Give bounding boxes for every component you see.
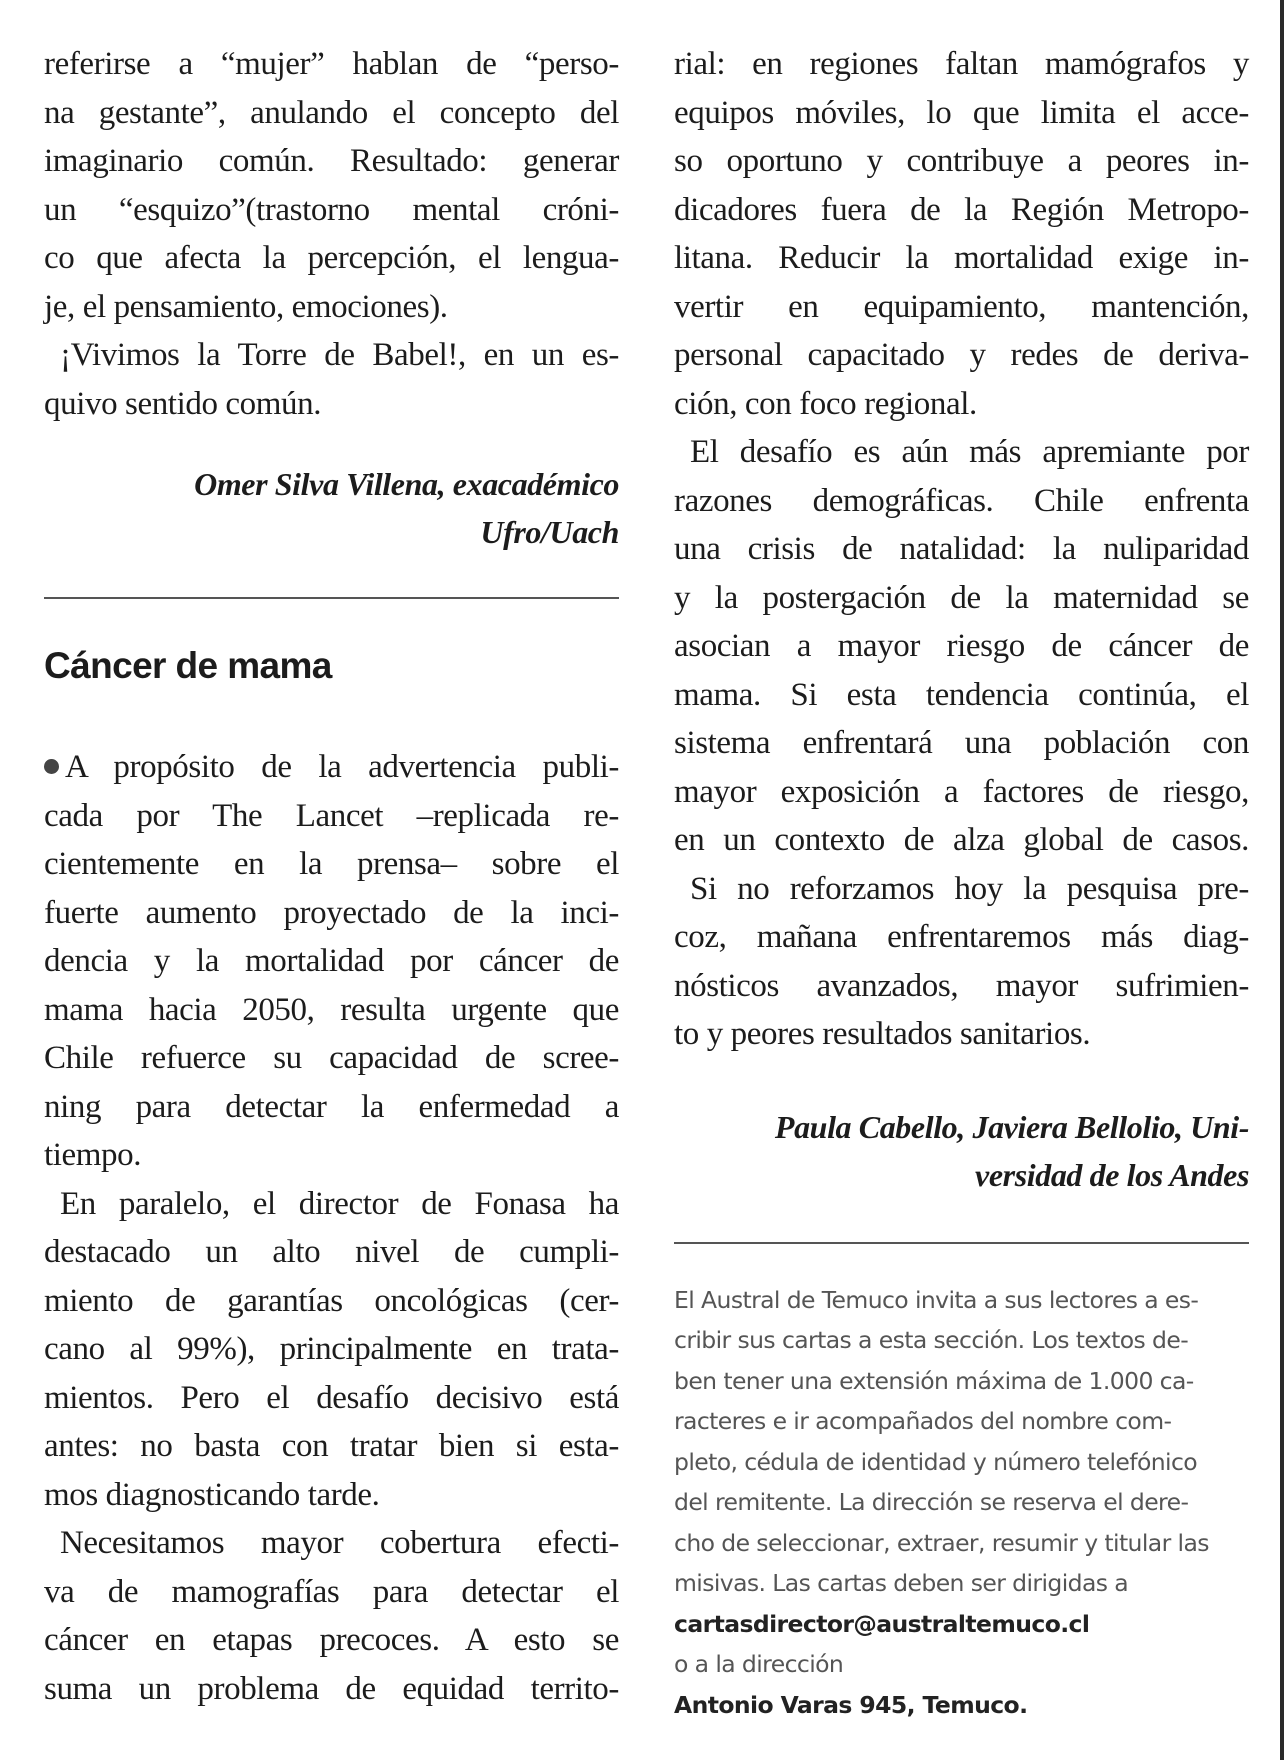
- text-line: ning para detectar la enfermedad a: [44, 1088, 619, 1125]
- note-line: o a la dirección: [674, 1650, 844, 1678]
- text-line: na gestante”, anulando el concepto del: [44, 94, 619, 131]
- text-line: dencia y la mortalidad por cáncer de: [44, 943, 619, 979]
- text-line: to y peores resultados sanitarios.: [674, 1016, 1091, 1052]
- letter-1-signature: [44, 460, 619, 556]
- letter-2-signature: [674, 1103, 1249, 1199]
- text-line: mama hacia 2050, resulta urgente que: [44, 991, 619, 1028]
- note-line: misivas. Las cartas deben ser dirigidas a: [674, 1569, 1129, 1597]
- text-line: cano al 99%), principalmente en trata-: [44, 1331, 619, 1367]
- text-line: destacado un alto nivel de cumpli-: [44, 1234, 619, 1270]
- right-column: [674, 40, 1249, 1725]
- text-line: suma un problema de equidad territo-: [44, 1670, 619, 1707]
- signature-line: Omer Silva Villena, exacadémico: [194, 466, 619, 502]
- left-column: [44, 40, 619, 1713]
- signature-line: versidad de los Andes: [975, 1156, 1249, 1193]
- text-line: antes: no basta con tratar bien si esta-: [44, 1428, 619, 1464]
- text-line: va de mamografías para detectar el: [44, 1573, 619, 1610]
- text-line: Necesitamos mayor cobertura efecti-: [60, 1525, 619, 1561]
- text-line: equipos móviles, lo que limita el acce-: [674, 94, 1249, 131]
- text-line: vertir en equipamiento, mantención,: [674, 288, 1249, 325]
- page-edge-rule: [1280, 0, 1284, 1760]
- text-line: cientemente en la prensa– sobre el: [44, 846, 619, 882]
- letter-2-title: Cáncer de mama: [44, 645, 332, 686]
- text-line: fuerte aumento proyectado de la inci-: [44, 894, 619, 931]
- text-line: litana. Reducir la mortalidad exige in-: [674, 240, 1249, 276]
- text-line: personal capacitado y redes de deriva-: [674, 337, 1249, 373]
- letter-2-body-right: [674, 40, 1249, 1059]
- text-line: je, el pensamiento, emociones).: [44, 288, 448, 325]
- text-line: rial: en regiones faltan mamógrafos y: [674, 46, 1249, 82]
- text-line: dicadores fuera de la Región Metropo-: [674, 191, 1249, 228]
- text-line: miento de garantías oncológicas (cer-: [44, 1282, 619, 1319]
- letter-2-body-left: [44, 743, 619, 1713]
- letter-1-body: [44, 40, 619, 428]
- text-line: so oportuno y contribuye a peores in-: [674, 143, 1249, 179]
- text-line: tiempo.: [44, 1137, 142, 1173]
- note-line: El Austral de Temuco invita a sus lectores a es-: [674, 1285, 1199, 1314]
- text-line: Chile refuerce su capacidad de scree-: [44, 1040, 619, 1076]
- note-line: racteres e ir acompañados del nombre com-: [674, 1407, 1172, 1435]
- text-line: razones demográficas. Chile enfrenta: [674, 482, 1249, 519]
- text-line: una crisis de natalidad: la nuliparidad: [674, 531, 1249, 567]
- text-line: cáncer en etapas precoces. A esto se: [44, 1622, 619, 1658]
- contact-address: Antonio Varas 945, Temuco.: [674, 1690, 1028, 1719]
- text-line: en un contexto de alza global de casos.: [674, 822, 1249, 858]
- signature-line: Ufro/Uach: [480, 514, 619, 550]
- text-line: co que afecta la percepción, el lengua-: [44, 240, 619, 276]
- text-line: cada por The Lancet –replicada re-: [44, 797, 619, 834]
- signature-line: Paula Cabello, Javiera Bellolio, Uni-: [774, 1108, 1249, 1145]
- text-line: sistema enfrentará una población con: [674, 725, 1249, 761]
- text-line: En paralelo, el director de Fonasa ha: [60, 1185, 619, 1222]
- note-line: ben tener una extensión máxima de 1.000 ca-: [674, 1366, 1194, 1395]
- text-line: mos diagnosticando tarde.: [44, 1476, 380, 1513]
- text-line: mama. Si esta tendencia continúa, el: [674, 676, 1249, 713]
- note-line: pleto, cédula de identidad y número telefónico: [674, 1447, 1198, 1476]
- text-span: A propósito de la advertencia publi-: [65, 749, 619, 785]
- text-line: El desafío es aún más apremiante por: [690, 434, 1249, 470]
- text-line: nósticos avanzados, mayor sufrimien-: [674, 967, 1249, 1004]
- note-line: cribir sus cartas a esta sección. Los textos de-: [674, 1326, 1189, 1354]
- bullet-icon: [44, 759, 59, 774]
- text-line: [44, 743, 619, 792]
- text-line: Si no reforzamos hoy la pesquisa pre-: [690, 870, 1249, 907]
- text-line: referirse a “mujer” hablan de “perso-: [44, 46, 619, 82]
- text-line: un “esquizo”(trastorno mental cróni-: [44, 191, 619, 228]
- note-line: cho de seleccionar, extraer, resumir y titular las: [674, 1528, 1209, 1557]
- text-line: asocian a mayor riesgo de cáncer de: [674, 628, 1249, 664]
- contact-email: cartasdirector@australtemuco.cl: [674, 1609, 1090, 1638]
- text-line: mayor exposición a factores de riesgo,: [674, 773, 1249, 810]
- text-line: y la postergación de la maternidad se: [674, 579, 1249, 616]
- text-line: mientos. Pero el desafío decisivo está: [44, 1379, 619, 1416]
- text-line: quivo sentido común.: [44, 385, 322, 422]
- editor-note: [674, 1280, 1249, 1726]
- note-line: del remitente. La dirección se reserva el dere-: [674, 1488, 1189, 1516]
- text-line: ¡Vivimos la Torre de Babel!, en un es-: [60, 337, 619, 373]
- text-line: ción, con foco regional.: [674, 385, 977, 422]
- text-line: imaginario común. Resultado: generar: [44, 143, 619, 179]
- text-line: coz, mañana enfrentaremos más diag-: [674, 919, 1249, 955]
